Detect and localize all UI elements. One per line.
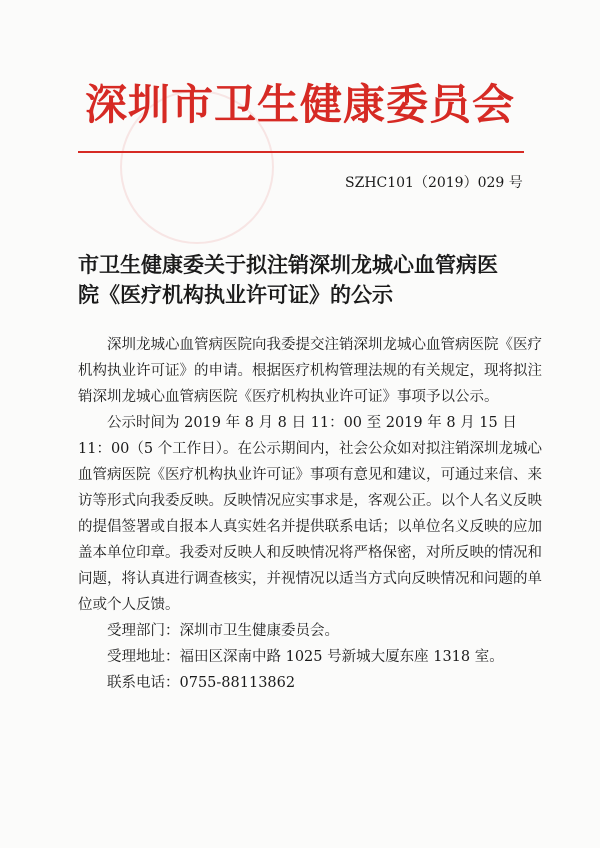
body-paragraph-2: 公示时间为 2019 年 8 月 8 日 11：00 至 2019 年 8 月 15 日 11：00（5 个工作日）。在公示期间内，社会公众如对拟注销深圳龙城心血管病医院《医疗机构执业许可证》事项有意见和建议，可通过来信、来访等形式向我委反映。反映情况应实事求是，客观公正。以个人名义反映的提倡签署或自报本人真实姓名并提供联系电话；以单位名义反映的应加盖本单位印章。我委对反映人和反映情况将严格保密，对所反映的情况和问题，将认真进行调查核实，并视情况以适当方式向反映情况和问题的单位或个人反馈。 [78,415,542,613]
document-title-line-1: 市卫生健康委关于拟注销深圳龙城心血管病医 [78,252,498,277]
body-paragraph-1: 深圳龙城心血管病医院向我委提交注销深圳龙城心血管病医院《医疗机构执业许可证》的申请。根据医疗机构管理法规的有关规定，现将拟注销深圳龙城心血管病医院《医疗机构执业许可证》事项予以公示。 [78,337,542,405]
letterhead-title: 深圳市卫生健康委员会 [84,80,515,129]
contact-phone-value: 0755-88113862 [179,675,296,691]
contact-department [78,618,544,644]
contact-address-value: 福田区深南中路 1025 号新城大厦东座 1318 室。 [179,649,504,665]
contact-address-label: 受理地址： [107,649,180,665]
contact-address [78,644,544,670]
contact-phone [78,670,544,696]
contact-department-label: 受理部门： [107,623,180,639]
document-title [78,250,548,310]
document-body [78,332,544,696]
document-number: SZHC101（2019）029 号 [345,175,523,191]
letterhead-rule [78,151,524,153]
contact-phone-label: 联系电话： [107,675,180,691]
contact-department-value: 深圳市卫生健康委员会。 [179,623,339,639]
document-title-line-2: 院《医疗机构执业许可证》的公示 [78,282,393,307]
